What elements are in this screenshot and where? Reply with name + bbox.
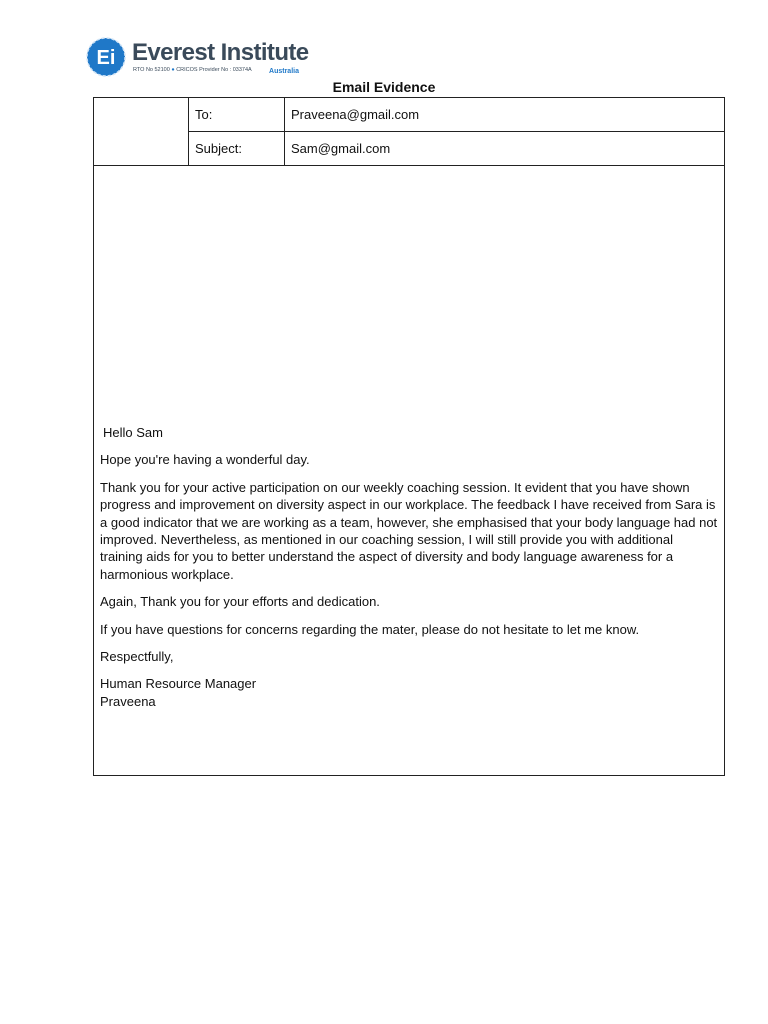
subject-label: Subject: xyxy=(189,132,285,166)
institute-logo xyxy=(86,37,316,79)
email-line-questions: If you have questions for concerns regarding the mater, please do not hesitate to let me know. xyxy=(100,621,640,637)
logo-badge-icon xyxy=(86,37,126,77)
subject-row xyxy=(94,132,725,166)
to-label: To: xyxy=(189,98,285,132)
logo-name: Everest Institute xyxy=(132,39,309,66)
subject-value: Sam@gmail.com xyxy=(285,132,725,166)
logo-separator-icon: ● xyxy=(171,67,175,73)
blank-cell xyxy=(94,98,189,166)
email-line-thanks: Again, Thank you for your efforts and dedication. xyxy=(100,594,380,610)
logo-rto: RTO No 52100 xyxy=(133,67,170,73)
logo-cricos: CRICOS Provider No : 03374A xyxy=(176,67,252,73)
logo-badge-text: Ei xyxy=(96,47,116,69)
document-title: Email Evidence xyxy=(332,79,436,95)
email-body-box xyxy=(93,165,725,776)
email-body xyxy=(100,424,718,720)
email-main-paragraph: Thank you for your active participation on our weekly coaching session. It evident that you have shown progress and improvement on diversity aspect in our workplace. The feedback I have received from Sara is a good indicator that we are working as a team, however, she emphasised that your body language had not improved. Nevertheless, as mentioned in our coaching session, I will still provide you with additional training aids for you to better understand the aspect of diversity and body language awareness for a harmonious workplace. xyxy=(100,479,718,582)
logo-registration xyxy=(133,68,252,74)
email-closing: Respectfully, xyxy=(100,649,174,665)
to-row xyxy=(94,98,725,132)
email-greeting: Hello Sam xyxy=(103,425,163,440)
email-line-wishes: Hope you're having a wonderful day. xyxy=(100,452,310,468)
to-value: Praveena@gmail.com xyxy=(285,98,725,132)
signature-title: Human Resource Manager xyxy=(100,676,257,692)
logo-country: Australia xyxy=(269,68,299,75)
email-header-table xyxy=(93,97,725,166)
email-signature xyxy=(100,675,718,710)
signature-name: Praveena xyxy=(100,693,156,709)
